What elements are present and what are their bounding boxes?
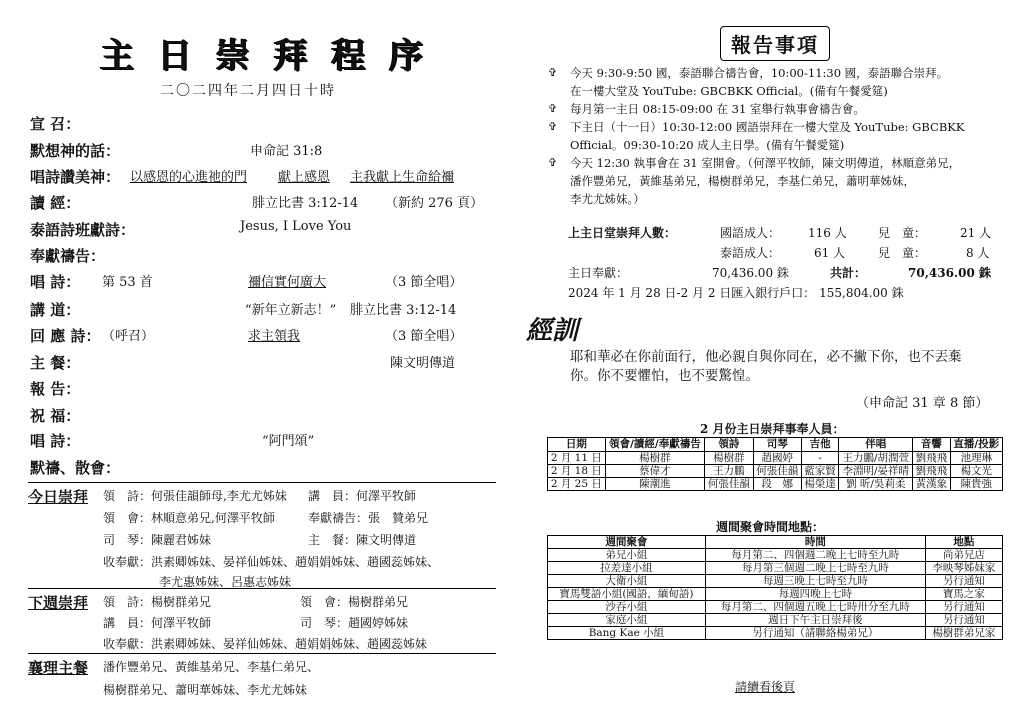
groups-cell: 另行通知	[925, 601, 1002, 614]
table-row	[548, 575, 1003, 588]
order-label: 報 告：	[30, 380, 81, 398]
roster-header: 直播/投影	[950, 438, 1002, 452]
communion-line: 潘作豐弟兄、黃維基弟兄、李基仁弟兄、	[103, 660, 320, 674]
order-item	[30, 166, 500, 190]
roster-cell: 李淵明/晏祥晴	[839, 465, 913, 478]
today-line: 奉獻禱告：張 贊弟兄	[308, 511, 429, 525]
order-label: 祝 福：	[30, 407, 81, 425]
order-label: 讀 經：	[30, 194, 81, 212]
roster-cell: 蔡偉才	[605, 465, 704, 478]
roster-cell: 2 月 11 日	[548, 452, 606, 465]
order-detail: 禰信實何廣大	[248, 275, 327, 290]
song-title: 主我獻上生命給禰	[350, 170, 455, 185]
verse-title: 經訓	[526, 316, 579, 346]
roster-cell: 劉 昕/吳莉柔	[839, 478, 913, 491]
order-label: 講 道：	[30, 301, 81, 319]
cross-icon: ✞	[548, 156, 558, 169]
order-right: 陳文明傳道	[390, 356, 456, 371]
roster-header: 日期	[548, 438, 606, 452]
roster-cell: 池理琳	[950, 452, 1002, 465]
order-item	[30, 192, 500, 216]
roster-header: 領詩	[705, 438, 753, 452]
groups-header: 地點	[925, 536, 1002, 549]
order-item	[30, 430, 500, 454]
service-date: 二〇二四年二月四日十時	[160, 83, 336, 99]
song-title: 獻上感恩	[278, 170, 331, 185]
groups-cell: 另行通知	[925, 614, 1002, 627]
communion-line: 楊樹群弟兄、蕭明華姊妹、李尤尤姊妹	[103, 683, 308, 697]
table-row	[548, 627, 1003, 640]
table-row	[548, 478, 1003, 491]
cross-icon: ✞	[548, 102, 558, 115]
memory-verse: 耶和華必在你前面行，他必親自與你同在，必不撇下你，也不丟棄 你。你不要懼怕，也不要驚惶。	[570, 349, 962, 384]
order-item	[30, 299, 500, 323]
order-label: 主 餐：	[30, 354, 81, 372]
roster-cell: -	[801, 452, 839, 465]
communion-helpers	[28, 657, 498, 707]
cross-icon: ✞	[548, 66, 558, 79]
today-line: 收奉獻：洪素卿姊妹、晏祥仙姊妹、趙娟娟姊妹、趙國蕊姊妹、	[103, 555, 440, 569]
cross-icon: ✞	[548, 120, 558, 133]
roster-cell: 趙國婷	[753, 452, 801, 465]
groups-cell: 寶馬雙語小組(國語，緬甸語)	[548, 588, 706, 601]
order-detail: 求主領我	[248, 329, 301, 344]
roster-cell: 楊榮達	[801, 478, 839, 491]
groups-cell: 另行通知（請聯絡楊弟兄）	[705, 627, 925, 640]
order-detail: 申命記 31:8	[250, 144, 323, 159]
news-item: ✞ 今天 12:30 執事會在 31 室開會。（何澤平牧師，陳文明傳道，林順意弟兄， 潘作豐弟兄，黃維基弟兄，楊樹群弟兄，李基仁弟兄，蕭明華姊妹， 李尤尤姊妹。）	[548, 156, 961, 206]
groups-cell: 每週三晚上七時至九時	[705, 575, 925, 588]
groups-cell: Bang Kae 小組	[548, 627, 706, 640]
groups-cell: 每月第三個週二晚上七時至九時	[705, 562, 925, 575]
order-item	[30, 352, 500, 376]
order-label: 唱 詩：	[30, 432, 81, 450]
table-row	[548, 562, 1003, 575]
groups-cell: 每週四晚上七時	[705, 588, 925, 601]
order-item	[30, 140, 500, 164]
order-detail: 腓立比書 3:12-14	[252, 196, 359, 211]
roster-cell: 陳貴強	[950, 478, 1002, 491]
table-row	[548, 465, 1003, 478]
groups-cell: 沙吞小組	[548, 601, 706, 614]
order-label: 宣 召：	[30, 115, 81, 133]
order-item	[30, 219, 500, 243]
page-title: 主 日 崇 拜 程 序	[100, 36, 430, 76]
next-line: 領 詩：楊樹群弟兄	[103, 595, 212, 609]
roster-cell: 楊樹群	[705, 452, 753, 465]
order-item	[30, 457, 500, 481]
order-item	[30, 113, 500, 137]
news-item: ✞ 今天 9:30-9:50 國，泰語聯合禱告會，10:00-11:30 國，泰語聯合崇拜。 在一樓大堂及 YouTube: GBCBKK Official。(備有午餐愛筵)	[548, 66, 949, 98]
groups-cell: 每月第二、四個週五晚上七時卅分至九時	[705, 601, 925, 614]
order-label: 唱詩讚美神：	[30, 168, 121, 186]
news-title: 報告事項	[720, 26, 830, 61]
news-item: ✞ 每月第一主日 08:15-09:00 在 31 室舉行執事會禱告會。	[548, 102, 865, 116]
order-label: 奉獻禱告：	[30, 247, 106, 265]
groups-cell: 楊樹群弟兄家	[925, 627, 1002, 640]
order-right: 腓立比書 3:12-14	[350, 303, 457, 318]
groups-cell: 週日下午主日崇拜後	[705, 614, 925, 627]
roster-table	[547, 437, 1003, 491]
roster-title: 2 月份主日崇拜事奉人員：	[700, 422, 845, 436]
news-list	[548, 64, 1003, 208]
roster-cell: 陳潮進	[605, 478, 704, 491]
roster-header: 音響	[913, 438, 951, 452]
roster-cell: 藍家賢	[801, 465, 839, 478]
roster-header: 伴唱	[839, 438, 913, 452]
groups-cell: 寶馬之家	[925, 588, 1002, 601]
roster-cell: 黃漢象	[913, 478, 951, 491]
next-line: 講 員：何澤平牧師	[103, 616, 212, 630]
groups-header: 週間聚會	[548, 536, 706, 549]
order-right: （3 節全唱）	[385, 329, 463, 344]
next-heading: 下週崇拜	[28, 594, 89, 612]
groups-cell: 尚弟兄店	[925, 549, 1002, 562]
groups-cell: 弟兄小組	[548, 549, 706, 562]
table-row	[548, 549, 1003, 562]
today-line: 司 琴：陳麗君姊妹	[103, 533, 212, 547]
groups-cell: 大衛小組	[548, 575, 706, 588]
order-item	[30, 325, 500, 349]
communion-heading: 襄理主餐	[28, 659, 89, 677]
order-label: 回 應 詩：	[30, 327, 101, 345]
roster-cell: 劉飛飛	[913, 452, 951, 465]
groups-cell: 李映琴姊妹家	[925, 562, 1002, 575]
groups-table	[547, 535, 1003, 640]
today-line: 主 餐：陳文明傳道	[308, 533, 417, 547]
roster-cell: 段 娜	[753, 478, 801, 491]
order-label: 唱 詩：	[30, 273, 81, 291]
today-line: 講 員：何澤平牧師	[308, 489, 417, 503]
song-title: “阿門頌”	[262, 434, 315, 449]
order-label: 默想神的話：	[30, 142, 121, 160]
table-row	[548, 601, 1003, 614]
order-detail: “新年立新志！”	[245, 303, 337, 318]
order-item	[30, 271, 500, 295]
roster-cell: 何張佳韻	[753, 465, 801, 478]
today-line: 領 會：林順意弟兄,何澤平牧師	[103, 511, 275, 525]
next-line: 收奉獻：洪素卿姊妹、晏祥仙姊妹、趙娟娟姊妹、趙國蕊姊妹	[103, 637, 428, 651]
order-item	[30, 405, 500, 429]
next-line: 司 琴：趙國婷姊妹	[300, 616, 409, 630]
roster-cell: 楊文光	[950, 465, 1002, 478]
song-title: 以感恩的心進祂的門	[130, 170, 248, 185]
bank-deposit: 2024 年 1 月 28 日-2 月 2 日匯入銀行戶口： 155,804.00 銖	[568, 286, 904, 300]
order-right: （3 節全唱）	[385, 275, 463, 290]
today-line: 李尤惠姊妹、呂惠志姊妹	[159, 575, 292, 589]
offering-total: 70,436.00 銖	[908, 266, 991, 280]
roster-cell: 2 月 25 日	[548, 478, 606, 491]
table-row	[548, 452, 1003, 465]
roster-cell: 何張佳韻	[705, 478, 753, 491]
table-row	[548, 588, 1003, 601]
continue-note[interactable]: 請續看後頁	[735, 680, 796, 694]
roster-cell: 王力鵬	[705, 465, 753, 478]
song-title: Jesus, I Love You	[240, 219, 352, 234]
next-service	[28, 592, 498, 652]
groups-title: 週間聚會時間地點：	[716, 520, 825, 534]
order-label: 默禱、散會：	[30, 459, 121, 477]
order-pre: 第 53 首	[102, 275, 153, 290]
roster-header: 領會/讀經/奉獻禱告	[605, 438, 704, 452]
today-service	[28, 486, 498, 589]
roster-cell: 楊樹群	[605, 452, 704, 465]
roster-cell: 2 月 18 日	[548, 465, 606, 478]
groups-cell: 另行通知	[925, 575, 1002, 588]
order-label: 泰語詩班獻詩：	[30, 221, 136, 239]
table-row	[548, 614, 1003, 627]
today-heading: 今日崇拜	[28, 488, 89, 506]
roster-cell: 劉飛飛	[913, 465, 951, 478]
groups-cell: 家庭小組	[548, 614, 706, 627]
verse-reference: （申命記 31 章 8 節）	[856, 396, 989, 411]
attendance-label: 上主日堂崇拜人數：	[568, 226, 677, 240]
offering-amount: 70,436.00 銖	[712, 266, 789, 280]
news-item: ✞ 下主日（十一日）10:30-12:00 國語崇拜在一樓大堂及 YouTube: GBCBKK Official。09:30-10:20 成人主日學。(備有午餐愛筵)	[548, 120, 965, 152]
order-right: （新約 276 頁）	[385, 196, 484, 211]
groups-header: 時間	[705, 536, 925, 549]
roster-header: 司琴	[753, 438, 801, 452]
groups-cell: 拉差達小組	[548, 562, 706, 575]
next-line: 領 會：楊樹群弟兄	[300, 595, 409, 609]
order-item	[30, 378, 500, 402]
roster-cell: 王力鵬/胡潤萱	[839, 452, 913, 465]
order-item	[30, 245, 500, 269]
today-line: 領 詩：何張佳韻師母,李尤尤姊妹	[103, 489, 287, 503]
groups-cell: 每月第二、四個週二晚上七時至九時	[705, 549, 925, 562]
order-pre: （呼召）	[102, 329, 155, 344]
roster-header: 吉他	[801, 438, 839, 452]
